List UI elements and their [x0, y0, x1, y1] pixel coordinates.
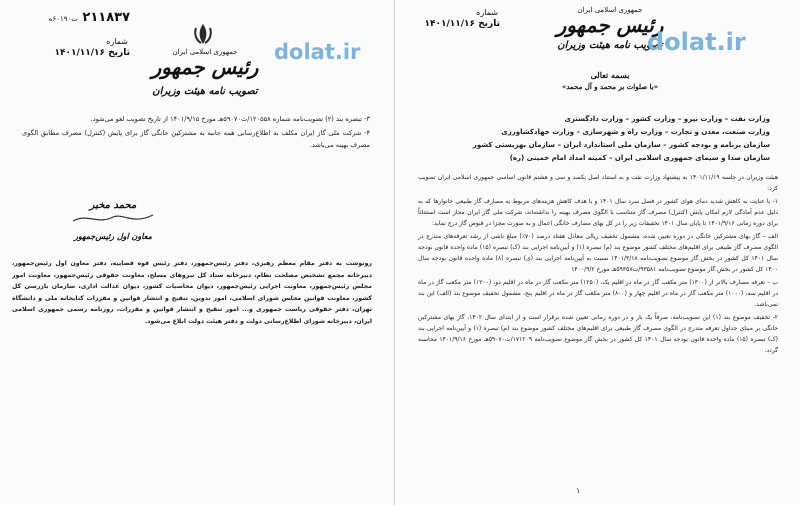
salutation-block	[540, 70, 680, 91]
letter-date: ۱۴۰۱/۱۱/۱۶	[54, 48, 106, 58]
right-number-block	[410, 8, 500, 29]
header-president: رئیس جمهور	[151, 55, 259, 79]
date-label: تاریخ	[478, 19, 500, 29]
signature-name: محمد مخبر	[89, 200, 137, 211]
header-cabinet-decree: تصویب نامه هیئت وزیران	[557, 40, 663, 51]
addressee-list	[440, 113, 770, 165]
header-country: جمهوری اسلامی ایران	[172, 48, 238, 56]
distribution-list: رونوشت به دفتر مقام معظم رهبری، دفتر رئیس‌جمهور، دفتر رئیس قوه قضاییه، دفتر معاون اول رئیس‌جمهور، دبیرخانه مجمع تشخیص مصلحت نظام، دبیرخانه ستاد کل نیروهای مسلح، معاونت حقوقی رئیس‌جمهور، معاونت امور مجلس رئیس‌جمهور، معاونت اجرایی رئیس‌جمهور، دیوان محاسبات کشور، دیوان عدالت اداری، سازمان بازرسی کل کشور، معاونت قوانین مجلس شورای اسلامی، امور تدوین، تنقیح و انتشار قوانین و مقررات کتابخانه ملی و دانشگاه تهران، دفتر حقوقی ریاست جمهوری و... امور تنقیح و انتشار قوانین و مقررات، روزنامه رسمی جمهوری اسلامی ایران، دبیرخانه شورای اطلاع‌رسانی دولت و دفتر هیئت دولت ابلاغ می‌شود.	[12, 260, 372, 325]
right-body	[418, 172, 778, 358]
paragraph-3: ۳- تبصره بند (۲) تصویب‌نامه شماره ۱۲۰۵۵۸/ت۵۹۰۷۰هـ مورخ ۱۴۰۱/۹/۱۵ از تاریخ تصویب لغو می‌شود.	[90, 115, 370, 123]
watermark-text: dolat.ir	[274, 40, 361, 64]
iran-emblem-icon	[193, 22, 213, 46]
paragraph-1-be: ب – تعرفه مصارف بالاتر از (۱۳۰۰) متر مکعب گاز در ماه در اقلیم یک، (۱۲۵۰) متر مکعب گاز در ماه در اقلیم دو، (۱۲۰۰) متر مکعب گاز در ماه در اقلیم سه، (۱۰۰۰) متر مکعب گاز در ماه در اقلیم چهار و (۸۰۰) متر مکعب گاز در ماه در اقلیم پنج، مشمول تخفیف موضوع بند (الف) این بند نمی‌باشد.	[418, 279, 778, 308]
bismillah: بسمه تعالی	[590, 70, 630, 80]
shomareh-label: شماره	[476, 8, 498, 17]
paragraph-1-alef: الف – گاز بهای مشترکین خانگی در دوره تعیین شده، مشمول تخفیف ریالی معادل هفتاد درصد (۷۰٪) مبلغ ناشی از رشد تعرفه‌های متدرج در الگوی مصرف گاز طبیعی برای اقلیم‌های مختلف کشور موضوع بند (م) تبصره (۱) و آیین‌نامه اجرایی بند (ک) تبصره (۱۵) ماده واحده قانون بودجه سال ۱۴۰۱ کل کشور در بخش گاز موضوع تصویب‌نامه ۱۴۰۱/۳/۱۸ نسبت به آیین‌نامه اجرایی بند (ی) تبصره (۸) ماده واحده قانون بودجه سال ۱۴۰۰ کل کشور در بخش گاز موضوع تصویب‌نامه ۹۳۵۸۱/ت۵۹۳۵۷هـ مورخ ۱۴۰۰/۹/۲	[418, 233, 778, 273]
intro-paragraph: هیئت وزیران در جلسه ۱۴۰۱/۱۱/۱۹ به پیشنهاد وزارت نفت و به استناد اصل یکصد و سی و هشتم قانون اساسی جمهوری اسلامی ایران تصویب کرد:	[418, 174, 779, 192]
date-label: تاریخ	[108, 48, 130, 58]
left-header	[140, 48, 270, 97]
letter-number: ۲۱۱۸۳۷	[82, 10, 130, 25]
left-document-page	[0, 0, 395, 505]
signature-scribble-icon	[68, 211, 158, 227]
left-body	[22, 113, 370, 153]
header-country: جمهوری اسلامی ایران	[577, 6, 643, 14]
paragraph-4: ۴- شرکت ملی گاز ایران مکلف به اطلاع‌رسانی همه جانبه به مشترکین خانگی گاز برای پایش (کنترل) مصرف مطابق الگوی مصرف بهینه می‌باشد.	[22, 129, 370, 149]
addressee-line: سازمان برنامه و بودجه کشور – سازمان ملی استاندارد ایران – سازمان بهزیستی کشور	[472, 141, 770, 149]
letter-date: ۱۴۰۱/۱۱/۱۶	[424, 19, 476, 29]
letter-number-block	[10, 10, 130, 58]
addressee-line: وزارت صنعت، معدن و تجارت – وزارت راه و شهرسازی – وزارت جهادکشاورزی	[501, 128, 770, 136]
signature-block	[58, 200, 168, 241]
addressee-line: وزارت نفت – وزارت نیرو – وزارت کشور – وزارت دادگستری	[564, 115, 770, 123]
signature-title: معاون اول رئیس‌جمهور	[74, 231, 152, 241]
header-cabinet-decree: تصویب نامه هیئت وزیران	[152, 86, 258, 97]
watermark-text: dolat.ir	[647, 28, 746, 56]
right-document-page	[400, 0, 800, 505]
paragraph-2: ۲- تخفیف موضوع بند (۱) این تصویب‌نامه، صرفاً یک بار و در دوره زمانی تعیین شده برقرار است و از ابتدای سال ۱۴۰۲، گاز بهای مشترکین خانگی بر مبنای جداول تعرفه متدرج در الگوی مصرف گاز طبیعی برای اقلیم‌های مختلف کشور موضوع بند (م) تبصره (۱) و آیین‌نامه اجرایی بند (ک) تبصره (۱۵) ماده واحده قانون بودجه سال ۱۴۰۱ کل کشور در بخش گاز موضوع تصویب‌نامه ۱۷۱۲۰۹/ت۵۹۰۷۰هـ مورخ ۱۴۰۱/۹/۱۶ محاسبه گردد.	[418, 314, 779, 354]
addressee-line: سازمان صدا و سیمای جمهوری اسلامی ایران – کمیته امداد امام خمینی (ره)	[509, 154, 770, 162]
salavat: «با صلوات بر محمد و آل محمد»	[561, 82, 659, 91]
header-president: رئیس جمهور	[556, 13, 664, 37]
paragraph-1: ۱- با عنایت به کاهش شدید دمای هوای کشور در فصل سرد سال ۱۴۰۱ و با هدف کاهش هزینه‌های مربوط به مصارف گاز طبیعی خانوارها که به دلیل عدم آمادگی لازم امکان پایش (کنترل) مصرف گاز متناسب با الگوی مصرف بهینه را نداشته‌اند، شرکت ملی گاز ایران مجاز است استثنائاً برای دوره زمانی ۱۴۰۱/۹/۱۶ تا پایان سال ۱۴۰۱ تخفیفات زیر را در کل بهای مصارف خانگی اعمال و به صورت مجزا در قبوض گاز درج نماید:	[418, 198, 778, 227]
page-number: ۱	[576, 486, 581, 495]
shomareh-label: شماره	[106, 37, 128, 46]
letter-number-prefix: ت۶۰۱۹۰ه	[48, 15, 78, 23]
